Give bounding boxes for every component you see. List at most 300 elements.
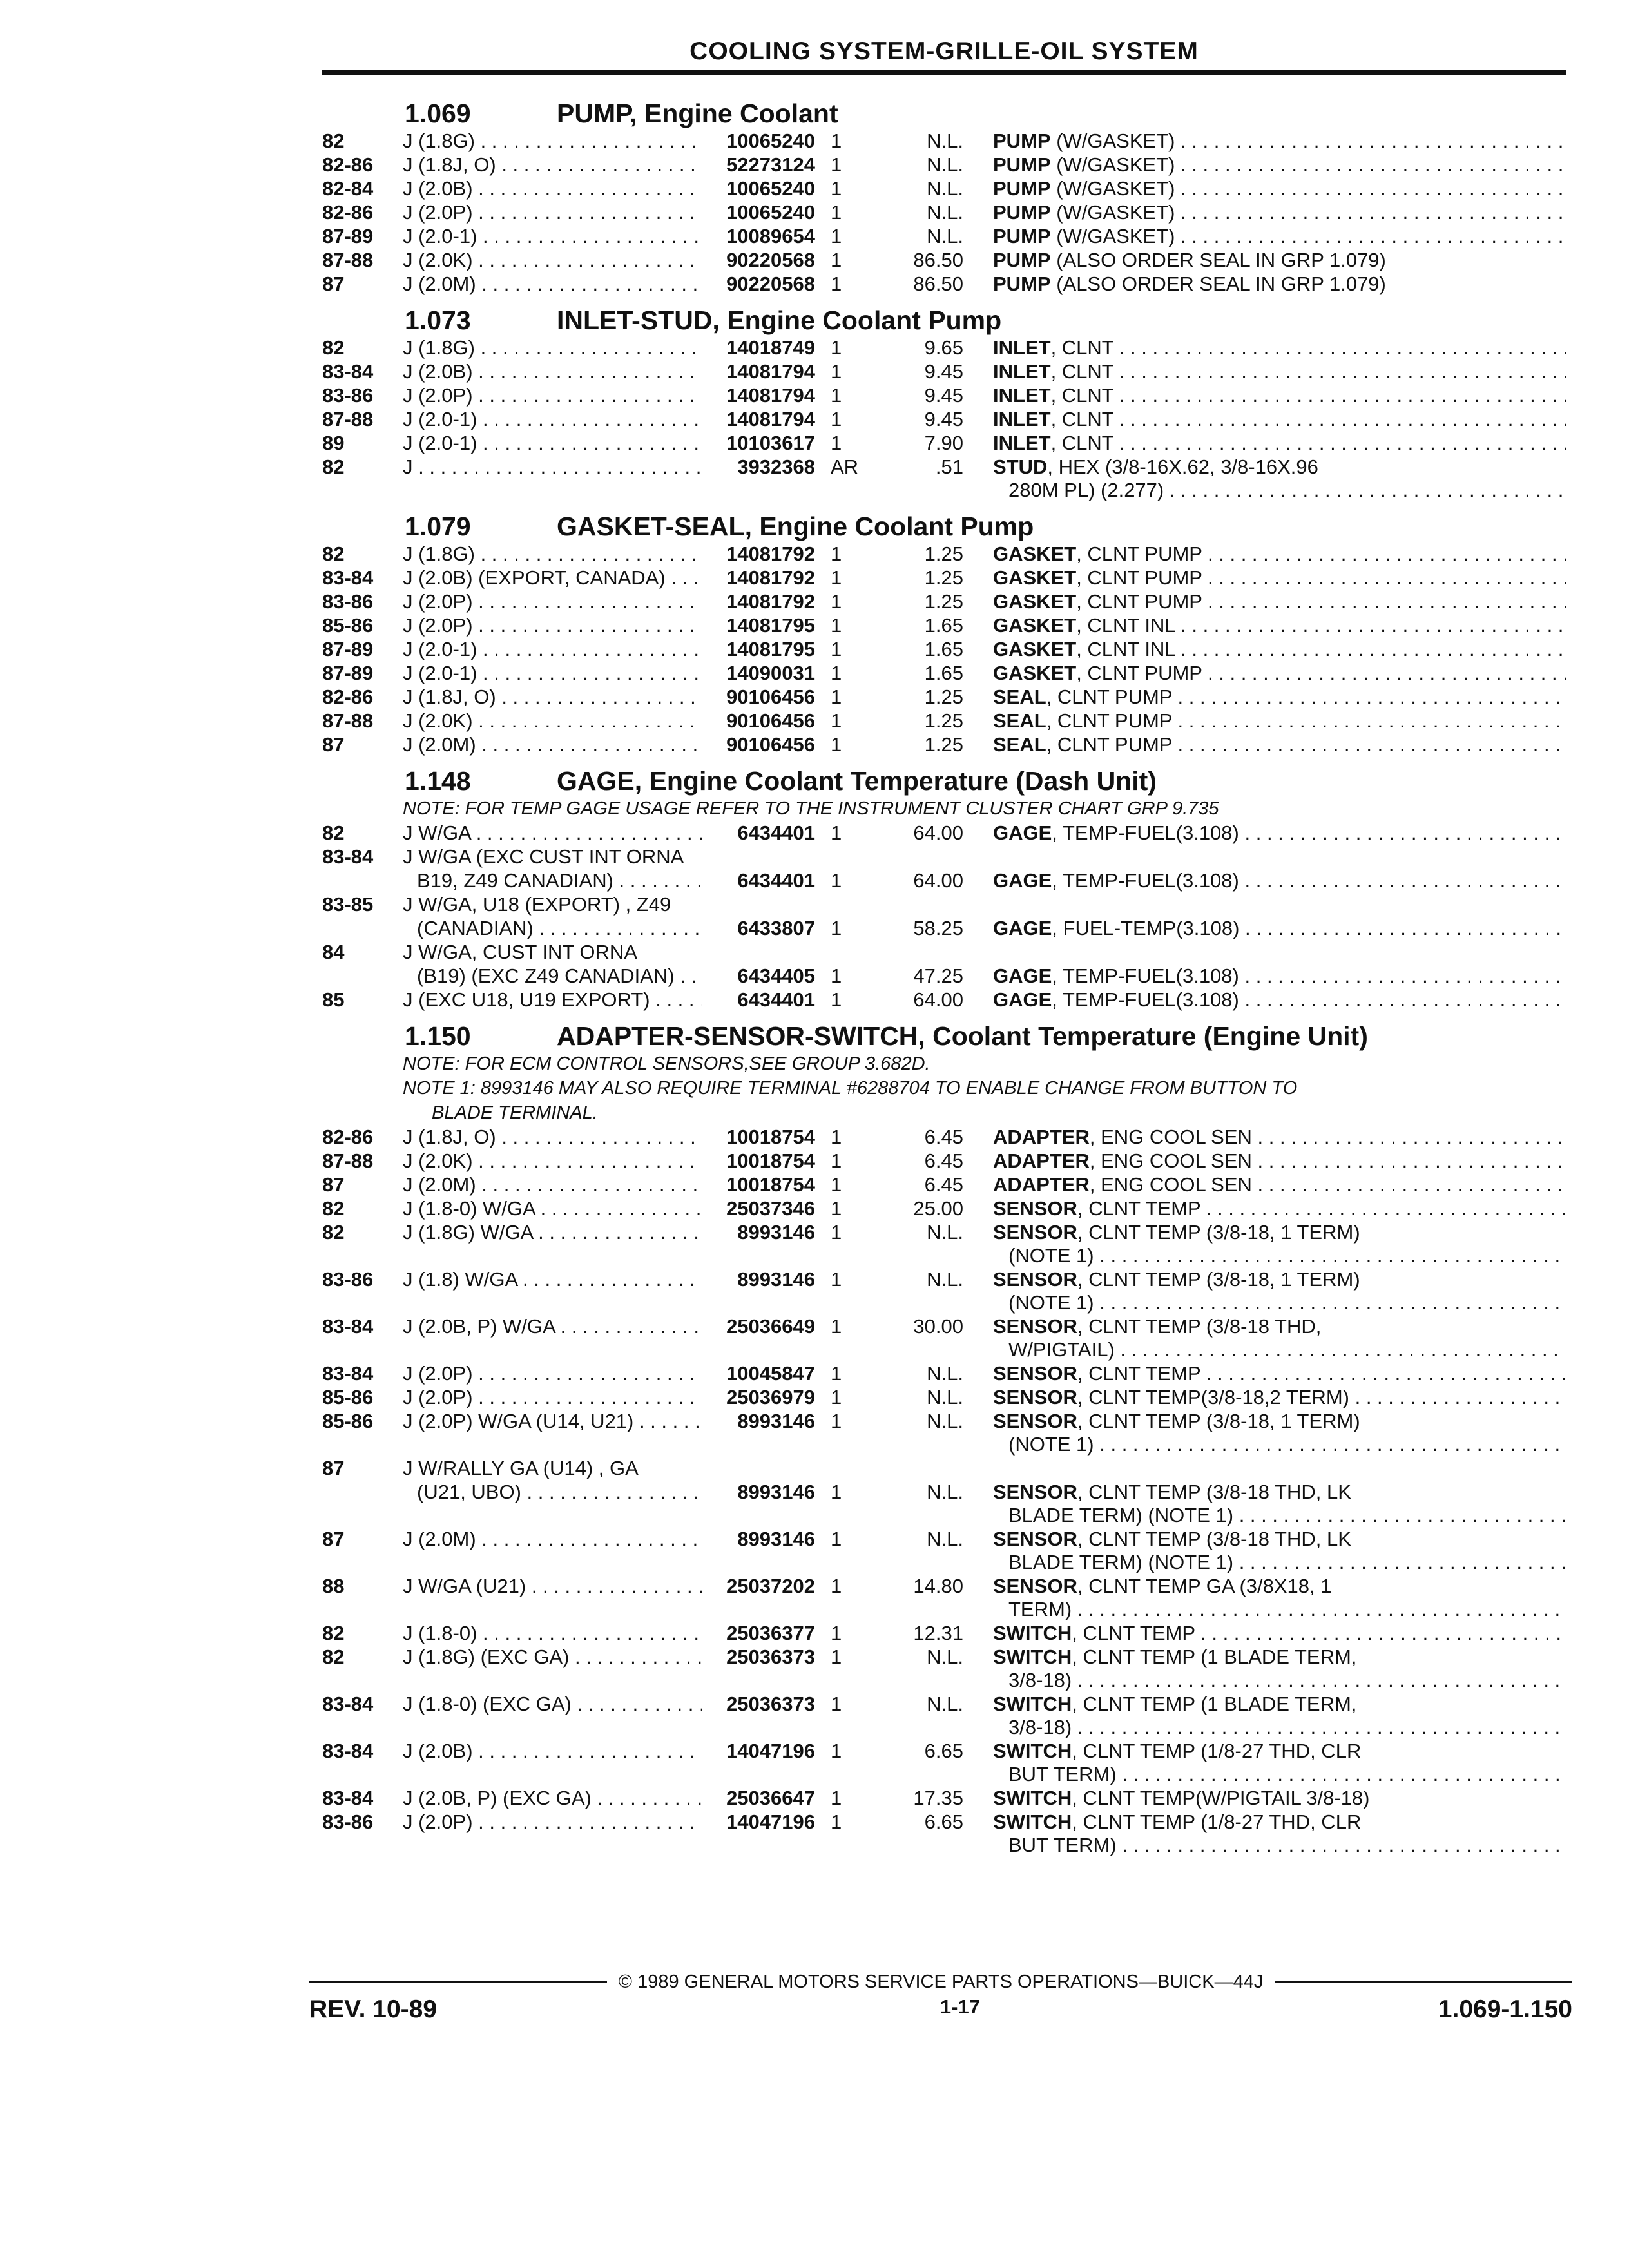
part-name-keyword: SENSOR [993, 1386, 1077, 1408]
description-cell: J (2.0P) . . . [403, 1810, 702, 1834]
price-cell: 64.00 [913, 822, 963, 844]
year-cell: 84 [322, 941, 345, 963]
part-name-continuation: 280M PL) (2.277) [1008, 479, 1164, 501]
part-name-keyword: SENSOR [993, 1221, 1077, 1244]
part-name-keyword: INLET [993, 336, 1051, 359]
price-cell: 1.65 [924, 638, 963, 660]
year-cell: 82 [322, 336, 345, 359]
part-name-cell [963, 1267, 1566, 1291]
price-cell [854, 1244, 963, 1267]
quantity-cell: 1 [831, 201, 842, 224]
section-name: GASKET-SEAL, Engine Coolant Pump [557, 512, 1034, 541]
part-name-cell [963, 1409, 1566, 1433]
part-name-cell [963, 431, 1566, 455]
part-name-cell [963, 360, 1566, 383]
part-number-cell: 14081795 [726, 638, 815, 660]
parts-row [322, 685, 1566, 709]
part-number-cell: 10103617 [726, 432, 815, 454]
year-cell: 87-89 [322, 638, 374, 660]
quantity-cell [815, 1338, 854, 1361]
price-cell: 6.65 [924, 1740, 963, 1762]
description-cell: J (2.0B) . . . [403, 360, 702, 383]
header-rule [322, 70, 1566, 75]
quantity-cell: 1 [831, 408, 842, 430]
part-name-cell [963, 964, 1566, 988]
quantity-cell: 1 [831, 822, 842, 844]
parts-row [322, 200, 1566, 224]
description-cell: J . . . [403, 455, 702, 479]
description-cell: J (1.8G) . . . [403, 542, 702, 566]
description-cell: J W/RALLY GA (U14) , GA [403, 1457, 639, 1479]
part-name-keyword: SENSOR [993, 1528, 1077, 1550]
part-number-cell: 10018754 [726, 1126, 815, 1148]
part-number-cell: 25036377 [726, 1622, 815, 1644]
quantity-cell: 1 [831, 1197, 842, 1220]
part-name-detail: , CLNT TEMP (3/8-18, 1 TERM) [1077, 1268, 1360, 1291]
part-name-detail: , HEX (3/8-16X.62, 3/8-16X.96 [1047, 456, 1318, 478]
part-name-detail: , CLNT TEMP GA (3/8X18, 1 [1077, 1575, 1332, 1597]
description-cell: (CANADIAN) . . . [403, 916, 702, 940]
year-cell: 82-86 [322, 686, 374, 708]
part-number-cell: 25037202 [726, 1575, 815, 1597]
quantity-cell: 1 [831, 1126, 842, 1148]
part-name-detail: , CLNT PUMP [1046, 686, 1172, 708]
part-name-detail: , CLNT [1050, 384, 1114, 407]
parts-row [322, 1692, 1566, 1716]
part-name-cell [963, 336, 1566, 360]
quantity-cell: 1 [831, 225, 842, 247]
year-cell: 82 [322, 543, 345, 565]
part-name-detail: (W/GASKET) [1050, 201, 1175, 224]
price-cell: 25.00 [913, 1197, 963, 1220]
quantity-cell: 1 [831, 1149, 842, 1172]
parts-row-continuation [322, 1504, 1566, 1527]
part-number-cell: 14018749 [726, 336, 815, 359]
parts-row [322, 1314, 1566, 1338]
price-cell: 9.45 [924, 360, 963, 383]
quantity-cell: 1 [831, 130, 842, 152]
part-name-detail: , CLNT TEMP (3/8-18 THD, LK [1077, 1481, 1351, 1503]
parts-row [322, 383, 1566, 407]
part-name-detail: , CLNT TEMP(W/PIGTAIL 3/8-18) [1072, 1787, 1370, 1809]
part-number-cell: 90106456 [726, 733, 815, 756]
price-cell: N.L. [927, 1646, 963, 1668]
quantity-cell [815, 1551, 854, 1574]
quantity-cell: 1 [831, 988, 842, 1011]
quantity-cell [815, 1598, 854, 1621]
price-cell: 64.00 [913, 988, 963, 1011]
description-cell: J (2.0K) . . . [403, 248, 702, 272]
year-cell [322, 1433, 403, 1456]
quantity-cell [815, 1716, 854, 1739]
description-cell: J W/GA, U18 (EXPORT) , Z49 [403, 893, 671, 916]
part-name-detail: , CLNT TEMP (3/8-18, 1 TERM) [1077, 1221, 1360, 1244]
part-name-detail: , CLNT PUMP [1076, 590, 1202, 613]
part-number-cell: 90106456 [726, 686, 815, 708]
part-name-detail: , TEMP-FUEL(3.108) [1052, 869, 1239, 892]
part-name-cell [963, 1504, 1566, 1527]
price-cell: N.L. [927, 1221, 963, 1244]
price-cell: 12.31 [913, 1622, 963, 1644]
part-name-cell [963, 272, 1566, 296]
quantity-cell: 1 [831, 543, 842, 565]
part-name-keyword: SENSOR [993, 1362, 1077, 1385]
part-name-cell [963, 1125, 1566, 1149]
part-number-cell: 25036979 [726, 1386, 815, 1408]
year-cell: 82 [322, 822, 345, 844]
price-cell: 9.45 [924, 384, 963, 407]
part-name-cell [963, 661, 1566, 685]
description-cell: J (1.8J, O) . . . [403, 153, 702, 177]
section-heading [322, 93, 1566, 129]
year-cell [322, 1551, 403, 1574]
part-name-cell [963, 1810, 1566, 1834]
part-number-cell: 6433807 [737, 917, 815, 939]
part-number-cell: 14081792 [726, 543, 815, 565]
part-name-detail: , CLNT TEMP [1072, 1622, 1195, 1644]
part-name-detail: , TEMP-FUEL(3.108) [1052, 965, 1239, 987]
quantity-cell: 1 [831, 1646, 842, 1668]
description-cell: J (2.0K) . . . [403, 1149, 702, 1173]
parts-row [322, 542, 1566, 566]
part-name-detail: , CLNT PUMP [1046, 709, 1172, 732]
price-cell: 1.65 [924, 614, 963, 637]
parts-row-continuation [322, 1244, 1566, 1267]
price-cell [854, 1456, 963, 1480]
year-cell: 88 [322, 1575, 345, 1597]
part-name-continuation: BUT TERM) [1008, 1834, 1117, 1856]
part-number-cell: 14081792 [726, 590, 815, 613]
year-cell: 85 [322, 988, 345, 1011]
quantity-cell: 1 [831, 614, 842, 637]
description-cell: J (2.0P) W/GA (U14, U21) . . . [403, 1409, 702, 1433]
quantity-cell: 1 [831, 662, 842, 684]
description-cell: J (2.0M) . . . [403, 1527, 702, 1551]
year-cell [322, 1763, 403, 1786]
part-name-cell [963, 224, 1566, 248]
part-name-cell [963, 613, 1566, 637]
quantity-cell: 1 [831, 1693, 842, 1715]
part-number-cell: 8993146 [737, 1268, 815, 1291]
part-number-cell: 14047196 [726, 1811, 815, 1833]
parts-row-continuation [322, 1763, 1566, 1786]
price-cell: N.L. [927, 177, 963, 200]
price-cell: 1.25 [924, 543, 963, 565]
year-cell: 87-89 [322, 662, 374, 684]
part-name-continuation: BUT TERM) [1008, 1763, 1117, 1785]
part-name-cell [963, 590, 1566, 613]
year-cell: 85-86 [322, 1386, 374, 1408]
part-name-detail: , CLNT INL [1076, 638, 1175, 660]
description-cell: J (2.0-1) . . . [403, 661, 702, 685]
quantity-cell [815, 1669, 854, 1692]
part-name-cell [963, 542, 1566, 566]
description-cell: J W/GA (U21) . . . [403, 1574, 702, 1598]
year-cell [322, 869, 403, 892]
part-name-detail: , ENG COOL SEN [1089, 1173, 1252, 1196]
page-header [322, 37, 1566, 75]
part-name-keyword: STUD [993, 456, 1048, 478]
part-number-cell: 6434401 [737, 988, 815, 1011]
description-cell: J (1.8G) . . . [403, 336, 702, 360]
part-name-detail: , CLNT TEMP (3/8-18 THD, LK [1077, 1528, 1351, 1550]
quantity-cell: 1 [831, 336, 842, 359]
part-name-keyword: SWITCH [993, 1646, 1072, 1668]
description-cell: J (2.0-1) . . . [403, 431, 702, 455]
part-name-continuation: (NOTE 1) [1008, 1244, 1094, 1267]
part-name-keyword: PUMP [993, 249, 1051, 271]
parts-row [322, 916, 1566, 940]
part-number-cell: 25037346 [726, 1197, 815, 1220]
section-heading [322, 760, 1566, 796]
part-name-keyword: SWITCH [993, 1693, 1072, 1715]
part-name-cell [963, 1598, 1566, 1621]
parts-row [322, 129, 1566, 153]
parts-row [322, 1739, 1566, 1763]
quantity-cell: 1 [831, 965, 842, 987]
price-cell [854, 1834, 963, 1857]
part-name-cell [963, 153, 1566, 177]
part-name-cell [963, 916, 1566, 940]
part-name-cell [963, 383, 1566, 407]
part-name-keyword: PUMP [993, 201, 1051, 224]
quantity-cell: 1 [831, 590, 842, 613]
description-cell: J (EXC U18, U19 EXPORT) . . . [403, 988, 702, 1012]
part-name-keyword: SWITCH [993, 1740, 1072, 1762]
part-number-cell [702, 892, 815, 916]
parts-row [322, 566, 1566, 590]
group-range: 1.069-1.150 [1438, 1995, 1572, 2023]
quantity-cell: 1 [831, 153, 842, 176]
year-cell [322, 1244, 403, 1267]
part-name-keyword: GASKET [993, 566, 1077, 589]
price-cell: N.L. [927, 201, 963, 224]
description-cell [403, 1244, 702, 1267]
part-name-detail: , CLNT TEMP(3/8-18,2 TERM) [1077, 1386, 1349, 1408]
part-name-cell [963, 1244, 1566, 1267]
part-name-detail: , CLNT TEMP [1077, 1362, 1201, 1385]
parts-row [322, 733, 1566, 756]
part-name-detail: (ALSO ORDER SEAL IN GRP 1.079) [1050, 273, 1386, 295]
parts-row [322, 153, 1566, 177]
parts-row [322, 845, 1566, 869]
part-number-cell: 25036649 [726, 1315, 815, 1338]
part-number-cell: 90106456 [726, 709, 815, 732]
price-cell [854, 479, 963, 502]
parts-row [322, 455, 1566, 479]
part-name-cell [963, 1574, 1566, 1598]
year-cell: 85-86 [322, 614, 374, 637]
parts-row [322, 360, 1566, 383]
part-name-cell [963, 1739, 1566, 1763]
quantity-cell [815, 1244, 854, 1267]
part-name-cell [963, 407, 1566, 431]
part-name-cell [963, 637, 1566, 661]
part-name-detail: , CLNT INL [1076, 614, 1175, 637]
part-name-cell [963, 1527, 1566, 1551]
price-cell: 6.45 [924, 1173, 963, 1196]
parts-row [322, 964, 1566, 988]
price-cell: 1.25 [924, 709, 963, 732]
description-cell: J (1.8J, O) . . . [403, 685, 702, 709]
price-cell: N.L. [927, 153, 963, 176]
quantity-cell: 1 [831, 1173, 842, 1196]
price-cell [854, 1716, 963, 1739]
part-name-cell [963, 1314, 1566, 1338]
part-name-keyword: SWITCH [993, 1811, 1072, 1833]
page-title: COOLING SYSTEM-GRILLE-OIL SYSTEM [689, 37, 1199, 65]
year-cell [322, 1338, 403, 1361]
description-cell: J (1.8G) . . . [403, 129, 702, 153]
parts-row-continuation [322, 1433, 1566, 1456]
parts-row [322, 1456, 1566, 1480]
part-number-cell: 14081794 [726, 384, 815, 407]
footer-rule-right [1275, 1981, 1572, 1983]
year-cell: 82 [322, 1646, 345, 1668]
price-cell [854, 1669, 963, 1692]
description-cell: J (2.0M) . . . [403, 1173, 702, 1196]
part-name-keyword: GAGE [993, 988, 1052, 1011]
price-cell: 9.45 [924, 408, 963, 430]
part-name-cell [963, 1480, 1566, 1504]
quantity-cell: 1 [831, 1740, 842, 1762]
year-cell: 87-88 [322, 709, 374, 732]
part-name-cell [963, 869, 1566, 892]
part-name-keyword: GASKET [993, 638, 1077, 660]
part-name-keyword: SEAL [993, 733, 1046, 756]
part-name-cell [963, 1196, 1566, 1220]
section-number: 1.069 [405, 99, 471, 128]
quantity-cell: 1 [831, 177, 842, 200]
parts-row [322, 224, 1566, 248]
section-note: NOTE: FOR TEMP GAGE USAGE REFER TO THE INSTRUMENT CLUSTER CHART GRP 9.735 [403, 798, 1219, 819]
price-cell [854, 940, 963, 964]
part-name-cell [963, 733, 1566, 756]
quantity-cell: 1 [831, 638, 842, 660]
description-cell [403, 1598, 702, 1621]
part-name-keyword: PUMP [993, 153, 1051, 176]
part-number-cell: 10045847 [726, 1362, 815, 1385]
parts-row-continuation [322, 1669, 1566, 1692]
parts-row [322, 431, 1566, 455]
part-name-cell [963, 1551, 1566, 1574]
quantity-cell: 1 [831, 432, 842, 454]
part-name-detail: , CLNT PUMP [1076, 662, 1202, 684]
price-cell: 1.25 [924, 566, 963, 589]
footer-bottom [309, 1995, 1572, 2024]
parts-row-continuation [322, 1551, 1566, 1574]
part-name-continuation: (NOTE 1) [1008, 1291, 1094, 1314]
year-cell: 83-84 [322, 1693, 374, 1715]
part-name-cell [963, 1433, 1566, 1456]
description-cell: J (2.0-1) . . . [403, 637, 702, 661]
part-name-detail: , CLNT [1050, 336, 1114, 359]
part-name-continuation: (NOTE 1) [1008, 1433, 1094, 1456]
part-name-keyword: PUMP [993, 273, 1051, 295]
year-cell: 82-84 [322, 177, 374, 200]
part-number-cell [702, 1504, 815, 1527]
part-name-cell [963, 892, 1566, 916]
price-cell: N.L. [927, 1410, 963, 1432]
year-cell [322, 1834, 403, 1857]
part-name-keyword: GASKET [993, 614, 1077, 637]
quantity-cell [815, 1291, 854, 1314]
part-name-cell [963, 248, 1566, 272]
part-number-cell [702, 1433, 815, 1456]
section-note: NOTE 1: 8993146 MAY ALSO REQUIRE TERMINAL #6288704 TO ENABLE CHANGE FROM BUTTON TO [403, 1078, 1298, 1099]
parts-row [322, 637, 1566, 661]
part-name-cell [963, 455, 1566, 479]
price-cell: 1.25 [924, 686, 963, 708]
part-name-keyword: SENSOR [993, 1575, 1077, 1597]
part-number-cell: 52273124 [726, 153, 815, 176]
price-cell [854, 1504, 963, 1527]
price-cell [854, 1551, 963, 1574]
part-name-keyword: SENSOR [993, 1197, 1077, 1220]
quantity-cell [815, 1834, 854, 1857]
part-name-cell [963, 200, 1566, 224]
parts-row [322, 1645, 1566, 1669]
part-name-keyword: SWITCH [993, 1787, 1072, 1809]
footer-copyright: © 1989 GENERAL MOTORS SERVICE PARTS OPERATIONS—BUICK—44J [618, 1972, 1264, 1992]
year-cell: 83-84 [322, 1787, 374, 1809]
part-name-keyword: SEAL [993, 709, 1046, 732]
part-name-detail: (W/GASKET) [1050, 225, 1175, 247]
description-cell: J (1.8G) W/GA . . . [403, 1220, 702, 1244]
description-cell: J (2.0P) . . . [403, 590, 702, 613]
parts-row [322, 1220, 1566, 1244]
price-cell: N.L. [927, 1481, 963, 1503]
part-name-detail: , TEMP-FUEL(3.108) [1052, 822, 1239, 844]
part-number-cell: 6434401 [737, 869, 815, 892]
price-cell: 86.50 [913, 273, 963, 295]
quantity-cell: 1 [831, 360, 842, 383]
part-number-cell: 25036647 [726, 1787, 815, 1809]
part-name-detail: , CLNT TEMP (1/8-27 THD, CLR [1072, 1811, 1362, 1833]
parts-row [322, 613, 1566, 637]
part-number-cell: 14081795 [726, 614, 815, 637]
parts-row [322, 1409, 1566, 1433]
year-cell [322, 916, 403, 940]
part-name-continuation: W/PIGTAIL) [1008, 1338, 1115, 1361]
price-cell: 64.00 [913, 869, 963, 892]
part-name-detail: (ALSO ORDER SEAL IN GRP 1.079) [1050, 249, 1386, 271]
section-heading [322, 300, 1566, 336]
part-name-keyword: ADAPTER [993, 1149, 1090, 1172]
price-cell: 47.25 [913, 965, 963, 987]
parts-row [322, 821, 1566, 845]
section-heading [322, 1015, 1566, 1052]
part-name-detail: , CLNT TEMP [1077, 1197, 1201, 1220]
part-name-cell [963, 479, 1566, 502]
parts-row [322, 988, 1566, 1012]
quantity-cell: 1 [831, 1481, 842, 1503]
price-cell: N.L. [927, 225, 963, 247]
part-name-cell [963, 709, 1566, 733]
part-number-cell: 10089654 [726, 225, 815, 247]
quantity-cell: 1 [831, 1221, 842, 1244]
part-number-cell: 14081792 [726, 566, 815, 589]
description-cell: J (2.0P) . . . [403, 200, 702, 224]
part-name-keyword: INLET [993, 384, 1051, 407]
parts-row-continuation [322, 1834, 1566, 1857]
price-cell: 1.25 [924, 590, 963, 613]
quantity-cell [815, 1763, 854, 1786]
description-cell: J (2.0B) . . . [403, 177, 702, 200]
price-cell [854, 1763, 963, 1786]
part-name-detail: , CLNT PUMP [1046, 733, 1172, 756]
part-name-cell [963, 988, 1566, 1012]
